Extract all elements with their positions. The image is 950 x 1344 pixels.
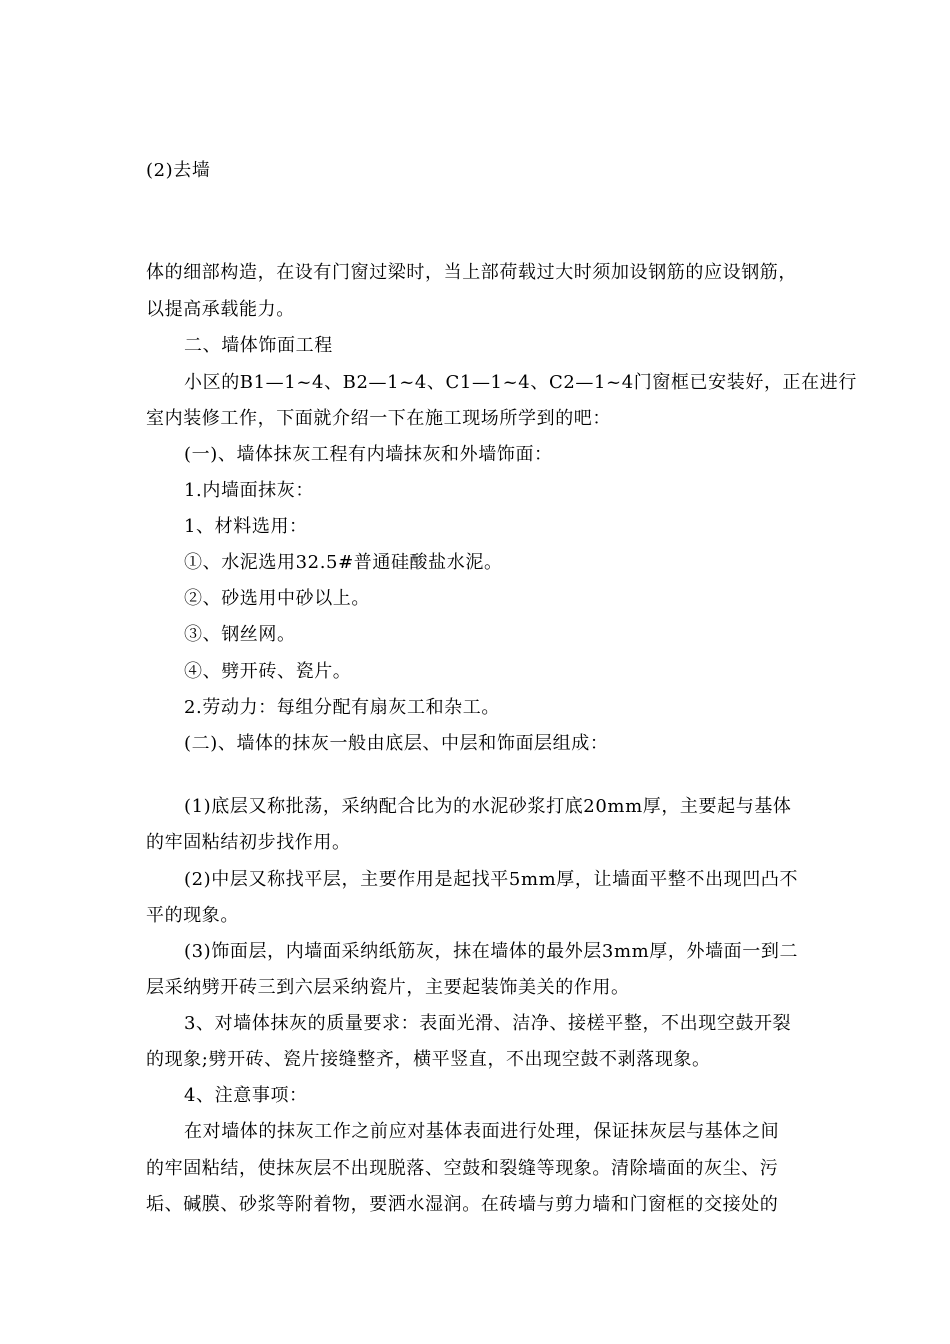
list-item-labor: 2.劳动力：每组分配有扇灰工和杂工。 (184, 697, 500, 718)
paragraph-line: 平的现象。 (146, 905, 239, 926)
paragraph-line: 垢、碱膜、砂浆等附着物，要洒水湿润。在砖墙与剪力墙和门窗框的交接处的 (146, 1194, 779, 1215)
list-item: ①、水泥选用32.5#普通硅酸盐水泥。 (184, 552, 503, 573)
paragraph-line: 体的细部构造，在设有门窗过梁时，当上部荷载过大时须加设钢筋的应设钢筋， (146, 262, 797, 283)
paragraph-line: 在对墙体的抹灰工作之前应对基体表面进行处理，保证抹灰层与基体之间 (184, 1121, 780, 1142)
paragraph-line: 的牢固粘结，使抹灰层不出现脱落、空鼓和裂缝等现象。清除墙面的灰尘、污 (146, 1158, 779, 1179)
subheading-remove-wall: (2)去墙 (146, 160, 211, 181)
list-item: ②、砂选用中砂以上。 (184, 588, 370, 609)
subsection-heading-plaster-layers: (二)、墙体的抹灰一般由底层、中层和饰面层组成： (184, 733, 609, 754)
paragraph-line: 室内装修工作，下面就介绍一下在施工现场所学到的吧： (146, 408, 611, 429)
paragraph-line: (2)中层又称找平层，主要作用是起找平5mm厚，让墙面平整不出现凹凸不 (184, 869, 799, 890)
list-heading-materials: 1、材料选用： (184, 516, 308, 537)
subsection-heading-plastering: (一)、墙体抹灰工程有内墙抹灰和外墙饰面： (184, 444, 553, 465)
paragraph-line: 以提高承载能力。 (146, 299, 295, 320)
paragraph-line: (1)底层又称批荡，采纳配合比为的水泥砂浆打底20mm厚，主要起与基体 (184, 796, 792, 817)
list-item: ③、钢丝网。 (184, 624, 296, 645)
list-heading-interior-plaster: 1.内墙面抹灰： (184, 480, 314, 501)
paragraph-line: 小区的B1—1~4、B2—1~4、C1—1~4、C2—1~4门窗框已安装好，正在进行 (184, 372, 857, 393)
paragraph-line: 3、对墙体抹灰的质量要求：表面光滑、洁净、接槎平整，不出现空鼓开裂 (184, 1013, 792, 1034)
paragraph-line: 的现象;劈开砖、瓷片接缝整齐，横平竖直，不出现空鼓不剥落现象。 (146, 1049, 711, 1070)
paragraph-line: 层采纳劈开砖三到六层采纳瓷片，主要起装饰美关的作用。 (146, 977, 630, 998)
list-heading-notes: 4、注意事项： (184, 1085, 308, 1106)
section-heading-wall-finish: 二、墙体饰面工程 (184, 335, 333, 356)
paragraph-line: 的牢固粘结初步找作用。 (146, 832, 351, 853)
paragraph-line: (3)饰面层，内墙面采纳纸筋灰，抹在墙体的最外层3mm厚，外墙面一到二 (184, 941, 799, 962)
list-item: ④、劈开砖、瓷片。 (184, 661, 352, 682)
